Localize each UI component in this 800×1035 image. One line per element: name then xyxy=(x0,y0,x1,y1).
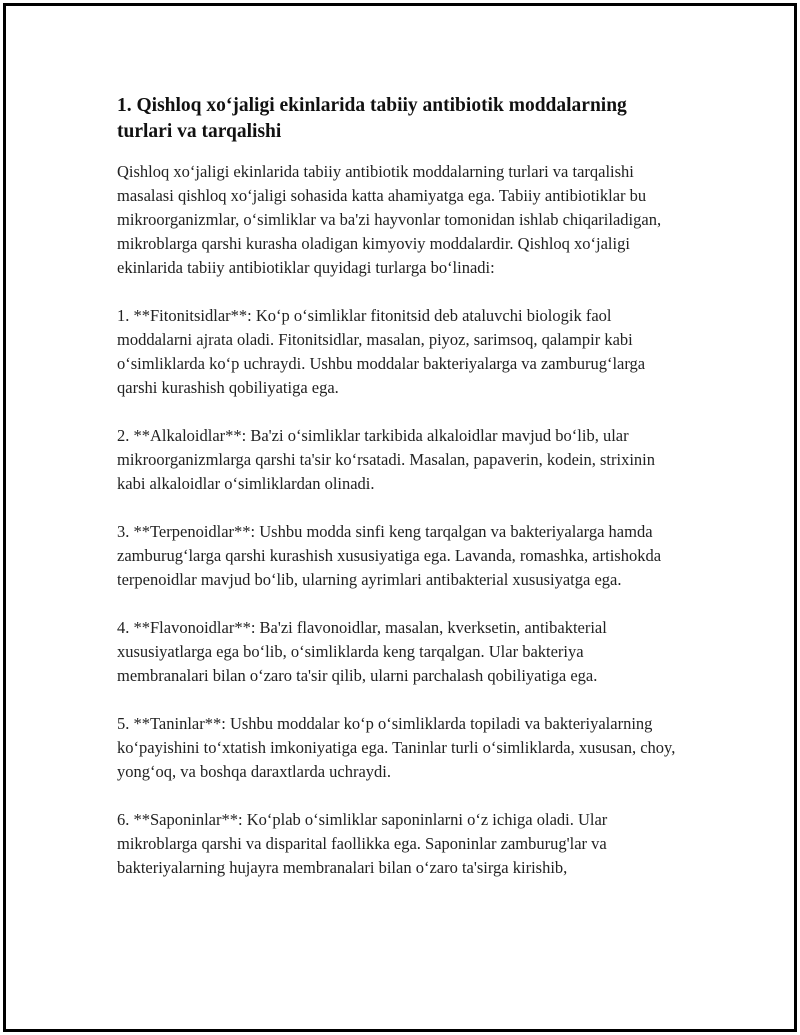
list-item-terpenoidlar: 3. **Terpenoidlar**: Ushbu modda sinfi keng tarqalgan va bakteriyalarga hamda zamburug‘larga qarshi kurashish xususiyatiga ega. Lavanda, romashka, artishokda terpenoidlar mavjud bo‘lib, ularning ayrimlari antibakterial xususiyatga ega. xyxy=(117,522,662,589)
list-item-flavonoidlar: 4. **Flavonoidlar**: Ba'zi flavonoidlar, masalan, kverksetin, antibakterial xususiyatlarga ega bo‘lib, o‘simliklarda keng tarqalgan. Ular bakteriya membranalari bilan o‘zaro ta'sir qilib, ularni parchalash qobiliyatiga ega. xyxy=(117,618,607,685)
document-body xyxy=(117,93,677,904)
list-item-alkaloidlar: 2. **Alkaloidlar**: Ba'zi o‘simliklar tarkibida alkaloidlar mavjud bo‘lib, ular mikroorganizmlarga qarshi ta'sir ko‘rsatadi. Masalan, papaverin, kodein, strixinin kabi alkaloidlar o‘simliklardan olinadi. xyxy=(117,426,656,493)
list-item-fitonitsidlar: 1. **Fitonitsidlar**: Ko‘p o‘simliklar fitonitsid deb ataluvchi biologik faol moddalarni ajrata oladi. Fitonitsidlar, masalan, piyoz, sarimsoq, qalampir kabi o‘simliklarda ko‘p uchraydi. Ushbu moddalar bakteriyalarga va zamburug‘larga qarshi kurashish qobiliyatiga ega. xyxy=(117,306,646,397)
list-item-saponinlar: 6. **Saponinlar**: Ko‘plab o‘simliklar saponinlarni o‘z ichiga oladi. Ular mikroblarga qarshi va disparital faollikka ega. Saponinlar zamburug'lar va bakteriyalarning hujayra membranalari bilan o‘zaro ta'sirga kirishib, xyxy=(117,810,608,877)
list-item-taninlar: 5. **Taninlar**: Ushbu moddalar ko‘p o‘simliklarda topiladi va bakteriyalarning ko‘payishini to‘xtatish imkoniyatiga ega. Taninlar turli o‘simliklarda, xususan, choy, yong‘oq, va boshqa daraxtlarda uchraydi. xyxy=(117,714,676,781)
section-heading: 1. Qishloq xo‘jaligi ekinlarida tabiiy antibiotik moddalarning turlari va tarqalishi xyxy=(117,95,627,142)
intro-paragraph: Qishloq xo‘jaligi ekinlarida tabiiy antibiotik moddalarning turlari va tarqalishi masalasi qishloq xo‘jaligi sohasida katta ahamiyatga ega. Tabiiy antibiotiklar bu mikroorganizmlar, o‘simliklar va ba'zi hayvonlar tomonidan ishlab chiqariladigan, mikroblarga qarshi kurasha oladigan kimyoviy moddalardir. Qishloq xo‘jaligi ekinlarida tabiiy antibiotiklar quyidagi turlarga bo‘linadi: xyxy=(117,162,662,277)
